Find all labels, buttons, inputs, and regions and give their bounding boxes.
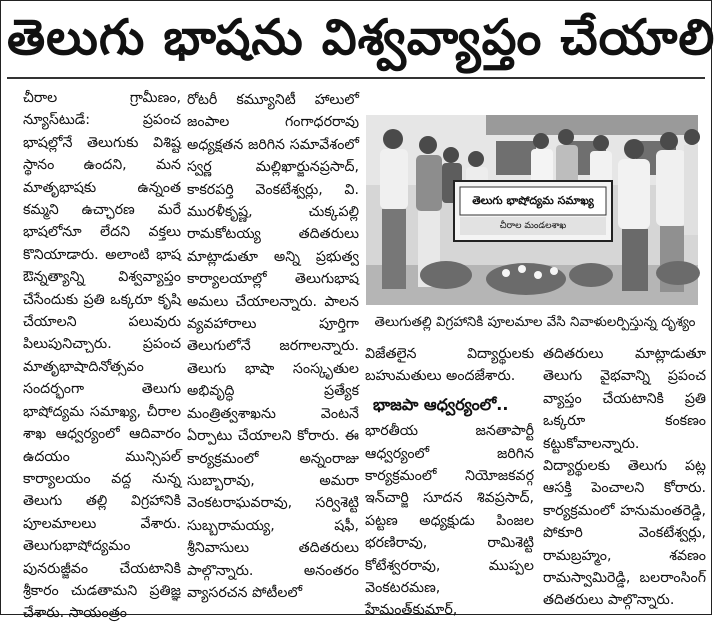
article-column-1 xyxy=(23,87,181,622)
column-4-text: తదితరులు మాట్లాడుతూ తెలుగు వైభవాన్ని ప్రపంచ వ్యాప్తం చేయటానికి ప్రతి ఒక్కరూ కంకణం కట్టుకోవాలన్నారు. విద్యార్థులకు తెలుగు పట్ల ఆసక్తి పెంచాలని కోరారు. కార్యక్రమంలో హనుమంతరెడ్డి, పోకూరి వెంకటేశ్వర్లు, రామబ్రహ్మం, శవణం రామస్వామిరెడ్డి, బలరాంసింగ్ తదితరులు పాల్గొన్నారు. xyxy=(543,346,706,609)
headline-divider xyxy=(7,77,705,79)
news-photo xyxy=(366,115,698,305)
column-3-text-1: విజేతలైన విద్యార్థులకు బహుమతులు అందజేశారు. xyxy=(365,346,534,385)
banner-text-line-2: చీరాల మండలశాఖ xyxy=(499,221,567,231)
banner-text-line-1: తెలుగు భాషోద్యమ సమాఖ్య xyxy=(472,194,594,207)
headline: తెలుగు భాషను విశ్వవ్యాప్తం చేయాలి xyxy=(7,9,715,66)
article-column-4 xyxy=(543,343,706,607)
article-column-3 xyxy=(365,343,534,619)
column-3-text-2: భారతీయ జనతాపార్టీ ఆధ్వర్యంలో జరిగిన కార్యక్రమంలో నియోజకవర్గ ఇన్‌చార్జి సూదన శివప్రసాద్, పట్టణ అధ్యక్షుడు పింజల భరణిరావు, రామిశెట్టి కోటేశ్వరరావు, ముప్పల వెంకటరమణ, హేమంత్‌కుమార్, xyxy=(365,423,534,619)
column-1-text: చీరాల గ్రామీణం, న్యూస్‌టుడే: ప్రపంచ భాషల్లోనే తెలుగుకు విశిష్ట స్థానం ఉందని, మన మాతృభాషకు ఉన్నంత కమ్మని ఉచ్ఛారణ మరే భాషలోనూ లేదని వక్తలు కొనియాడారు. అలాంటి భాష ఔన్నత్యాన్ని విశ్వవ్యాప్తం చేసేందుకు ప్రతి ఒక్కరూ కృషి చేయాలని పలువురు పిలుపునిచ్చారు. ప్రపంచ మాతృభాషాదినోత్సవం సందర్భంగా తెలుగు భాషోద్యమ సమాఖ్య, చీరాల శాఖ ఆధ్వర్యంలో ఆదివారం ఉదయం మున్సిపల్ కార్యాలయం వద్ద నున్న తెలుగు తల్లి విగ్రహానికి పూలమాలలు వేశారు. తెలుగుభాషోద్యమం పునరుజ్జీవం చేయటానికి శ్రీకారం చుడతామని ప్రతిజ్ఞ చేశారు. సాయంత్రం xyxy=(23,90,181,622)
photo-caption: తెలుగుతల్లి విగ్రహానికి పూలమాల వేసి నివాళులర్పిస్తున్న దృశ్యం xyxy=(374,315,696,330)
article-column-2 xyxy=(187,89,359,607)
column-2-text: రోటరీ కమ్యూనిటీ హాలులో జంపాల గంగాధరరావు అధ్యక్షతన జరిగిన సమావేశంలో స్వర్ణ మల్లిఖార్జునప్రసాద్, కాకరపర్తి వెంకటేశ్వర్లు, వి. మురళీకృష్ణ, చుక్కపల్లి రామకోటయ్య తదితరులు మాట్లాడుతూ అన్ని ప్రభుత్వ కార్యాలయాల్లో తెలుగుభాష అమలు చేయాలన్నారు. పాలన వ్యవహారాలు పూర్తిగా తెలుగులోనే జరగాలన్నారు. తెలుగు భాషా సంస్కృతుల అభివృద్ధి ప్రత్యేక మంత్రిత్వశాఖను వెంటనే ఏర్పాటు చేయాలని కోరారు. ఈ కార్యక్రమంలో అన్నంరాజు సుబ్బారావు, అమరా వెంకటరాఘవరావు, సర్విశెట్టి సుబ్బరామయ్య, షఫీ, శ్రీనివాసులు తదితరులు పాల్గొన్నారు. అనంతరం వ్యాసరచన పోటీలలో xyxy=(187,92,359,601)
column-3-subheading: భాజపా ఆధ్వర్యంలో.. xyxy=(373,394,509,414)
